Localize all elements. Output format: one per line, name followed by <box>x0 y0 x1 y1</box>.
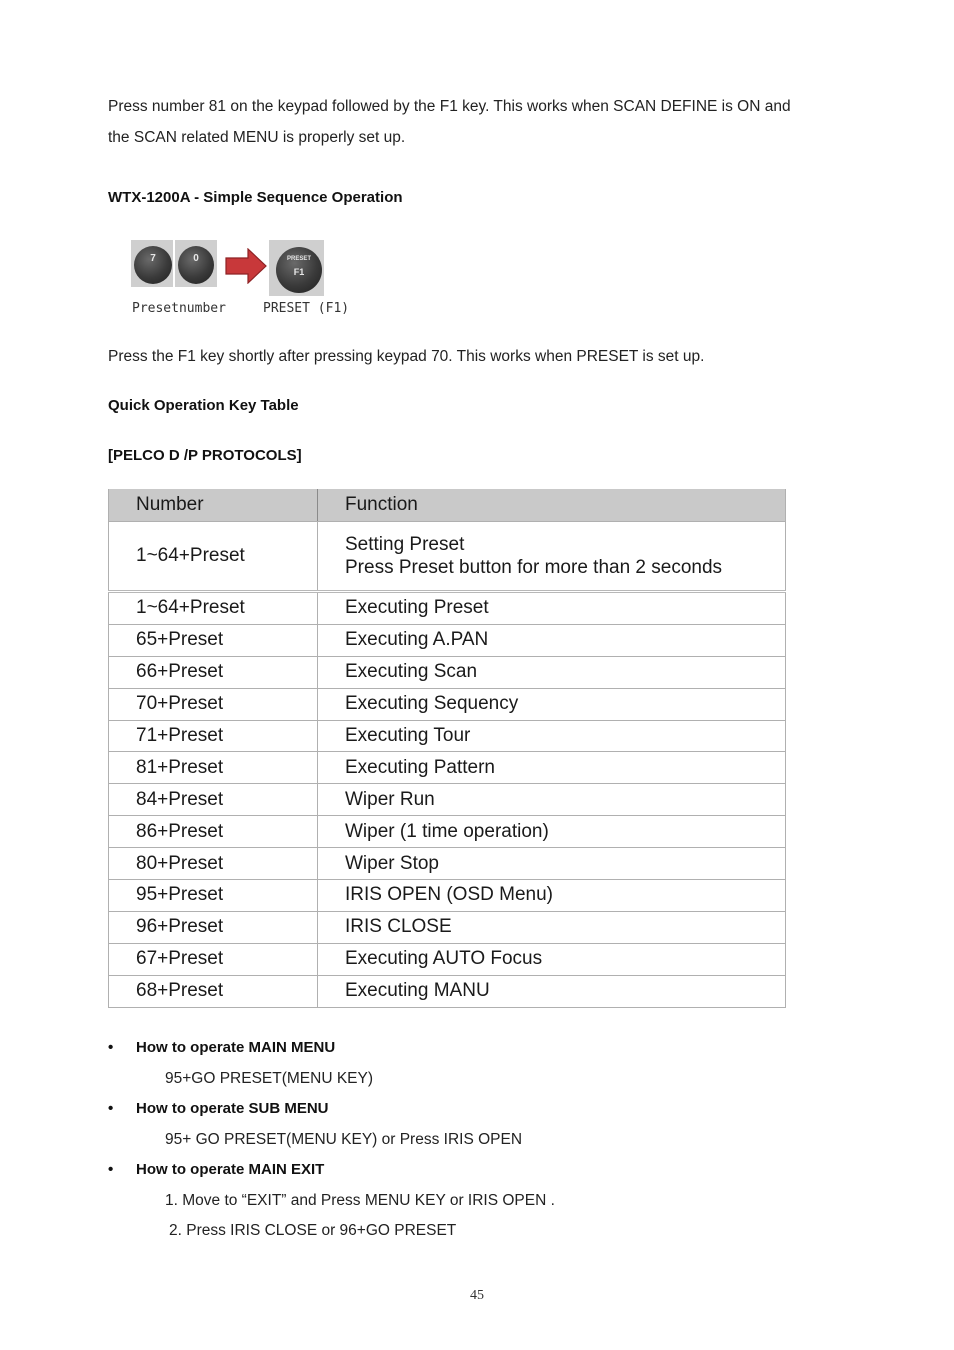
page-number: 45 <box>470 1288 484 1303</box>
key-preset-glyph-top: PRESET <box>286 256 311 262</box>
key-sequence-illustration <box>128 240 368 320</box>
cell-number: 96+Preset <box>109 911 318 943</box>
cell-number: 95+Preset <box>109 880 318 912</box>
header-function: Function <box>318 489 786 522</box>
bullet-main-menu-title: How to operate MAIN MENU <box>136 1039 336 1056</box>
table-row <box>109 880 786 912</box>
table-row <box>109 656 786 688</box>
cell-number: 1~64+Preset <box>109 592 318 625</box>
cell-function: Executing Scan <box>318 656 786 688</box>
sub-menu-detail: 95+ GO PRESET(MENU KEY) or Press IRIS OPEN <box>165 1131 523 1148</box>
table-row <box>109 720 786 752</box>
key-preset-f1-icon <box>276 247 322 293</box>
cell-function: IRIS OPEN (OSD Menu) <box>318 880 786 912</box>
key-0-icon <box>178 246 214 284</box>
cell-function: Executing Sequency <box>318 688 786 720</box>
key-0-box <box>175 240 217 287</box>
bullet-main-exit <box>108 1161 324 1178</box>
cell-number: 1~64+Preset <box>109 522 318 592</box>
protocol-subheading: [PELCO D /P PROTOCOLS] <box>108 447 302 464</box>
cell-number: 66+Preset <box>109 656 318 688</box>
caption-preset-f1: PRESET (F1) <box>263 301 350 316</box>
table-heading: Quick Operation Key Table <box>108 397 299 414</box>
key-7-icon <box>134 246 172 284</box>
cell-function <box>318 522 786 592</box>
cell-number: 65+Preset <box>109 624 318 656</box>
intro-line-2: the SCAN related MENU is properly set up. <box>108 129 406 146</box>
cell-function: Wiper Stop <box>318 848 786 880</box>
key-preset-glyph-bottom: F1 <box>293 267 305 277</box>
cell-function: Wiper Run <box>318 784 786 816</box>
main-exit-step-1: 1. Move to “EXIT” and Press MENU KEY or IRIS OPEN . <box>165 1192 555 1209</box>
cell-number: 68+Preset <box>109 975 318 1007</box>
table-row <box>109 911 786 943</box>
cell-number: 86+Preset <box>109 816 318 848</box>
table-row <box>109 943 786 975</box>
table-row <box>109 624 786 656</box>
table-row <box>109 688 786 720</box>
cell-number: 71+Preset <box>109 720 318 752</box>
main-exit-step-2: 2. Press IRIS CLOSE or 96+GO PRESET <box>169 1222 457 1239</box>
key-7-box <box>131 240 173 287</box>
cell-function: Executing A.PAN <box>318 624 786 656</box>
table-row <box>109 784 786 816</box>
cell-function: Executing AUTO Focus <box>318 943 786 975</box>
table-row <box>109 522 786 592</box>
intro-paragraph <box>108 91 848 153</box>
quick-key-table <box>108 489 786 1008</box>
cell-number: 67+Preset <box>109 943 318 975</box>
cell-function: Executing Tour <box>318 720 786 752</box>
cell-function: IRIS CLOSE <box>318 911 786 943</box>
cell-function: Executing MANU <box>318 975 786 1007</box>
function-line-1: Setting Preset <box>345 534 465 555</box>
bullet-dot: • <box>108 1161 114 1178</box>
cell-number: 81+Preset <box>109 752 318 784</box>
key-0-glyph: 0 <box>193 253 199 264</box>
table-row <box>109 816 786 848</box>
bullet-sub-menu-title: How to operate SUB MENU <box>136 1100 329 1117</box>
cell-number: 70+Preset <box>109 688 318 720</box>
bullet-sub-menu <box>108 1100 329 1117</box>
cell-number: 80+Preset <box>109 848 318 880</box>
function-line-2: Press Preset button for more than 2 seconds <box>345 557 723 578</box>
bullet-dot: • <box>108 1100 114 1117</box>
sequence-heading: WTX-1200A - Simple Sequence Operation <box>108 189 403 206</box>
bullet-main-exit-title: How to operate MAIN EXIT <box>136 1161 325 1178</box>
header-number: Number <box>109 489 318 522</box>
table-row <box>109 592 786 625</box>
key-preset-box <box>269 240 324 296</box>
table-header-row <box>109 489 786 522</box>
bullet-main-menu <box>108 1039 335 1056</box>
main-menu-detail: 95+GO PRESET(MENU KEY) <box>165 1070 374 1087</box>
sequence-description: Press the F1 key shortly after pressing keypad 70. This works when PRESET is set up. <box>108 348 705 365</box>
table-row <box>109 975 786 1007</box>
table-row <box>109 848 786 880</box>
cell-function: Wiper (1 time operation) <box>318 816 786 848</box>
cell-function: Executing Pattern <box>318 752 786 784</box>
cell-function: Executing Preset <box>318 592 786 625</box>
intro-line-1: Press number 81 on the keypad followed by the F1 key. This works when SCAN DEFINE is ON and <box>108 98 791 115</box>
caption-presetnumber: Presetnumber <box>132 301 226 316</box>
right-arrow-icon <box>224 248 268 284</box>
table-row <box>109 752 786 784</box>
bullet-dot: • <box>108 1039 114 1056</box>
key-7-glyph: 7 <box>150 253 156 264</box>
cell-number: 84+Preset <box>109 784 318 816</box>
